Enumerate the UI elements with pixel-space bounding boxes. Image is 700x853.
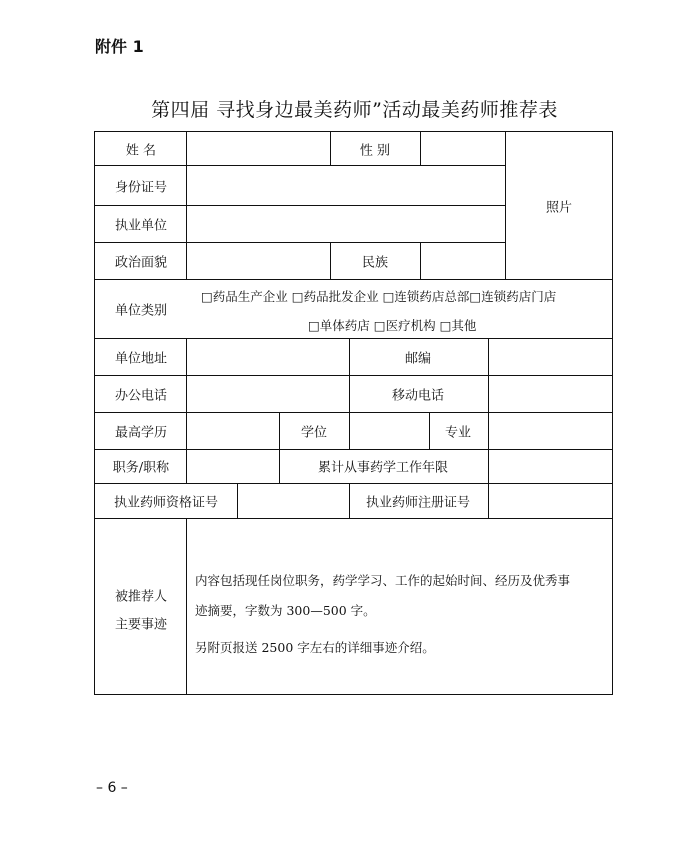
- education-label: 最高学历: [114, 425, 168, 441]
- deeds-label-line1: 被推荐人: [114, 589, 168, 605]
- unit-type-options-line2[interactable]: □单体药店 □医疗机构 □其他: [308, 318, 477, 333]
- office-phone-label: 办公电话: [114, 388, 168, 404]
- unit-address-label: 单位地址: [114, 351, 168, 367]
- deeds-instruction-line1: 内容包括现任岗位职务，药学学习、工作的起始时间、经历及优秀事: [195, 573, 571, 588]
- name-label: 姓 名: [125, 143, 157, 159]
- mobile-phone-label: 移动电话: [391, 388, 445, 404]
- ethnicity-label: 民族: [361, 255, 389, 271]
- id-number-label: 身份证号: [114, 180, 168, 196]
- years-label: 累计从事药学工作年限: [317, 460, 449, 476]
- photo-label: 照片: [545, 200, 573, 216]
- position-label: 职务/职称: [112, 460, 170, 476]
- postcode-label: 邮编: [404, 351, 432, 367]
- deeds-instruction-line2: 迹摘要，字数为 300—500 字。: [195, 603, 376, 618]
- deeds-instruction-line3: 另附页报送 2500 字左右的详细事迹介绍。: [195, 640, 435, 655]
- degree-label: 学位: [300, 425, 328, 441]
- recommendation-form-table: [94, 131, 613, 695]
- unit-type-label: 单位类别: [114, 303, 168, 319]
- form-title: 第四届 寻找身边最美药师”活动最美药师推荐表: [151, 99, 558, 121]
- gender-label: 性 别: [359, 143, 391, 159]
- practice-unit-label: 执业单位: [114, 218, 168, 234]
- political-status-label: 政治面貌: [114, 255, 168, 271]
- attachment-label: 附件 1: [95, 37, 144, 56]
- page-number: – 6 –: [96, 780, 128, 796]
- unit-type-options-line1[interactable]: □药品生产企业 □药品批发企业 □连锁药店总部□连锁药店门店: [201, 289, 557, 304]
- qualification-cert-label: 执业药师资格证号: [113, 495, 219, 511]
- deeds-label-line2: 主要事迹: [114, 617, 168, 633]
- major-label: 专业: [444, 425, 472, 441]
- registration-cert-label: 执业药师注册证号: [365, 495, 471, 511]
